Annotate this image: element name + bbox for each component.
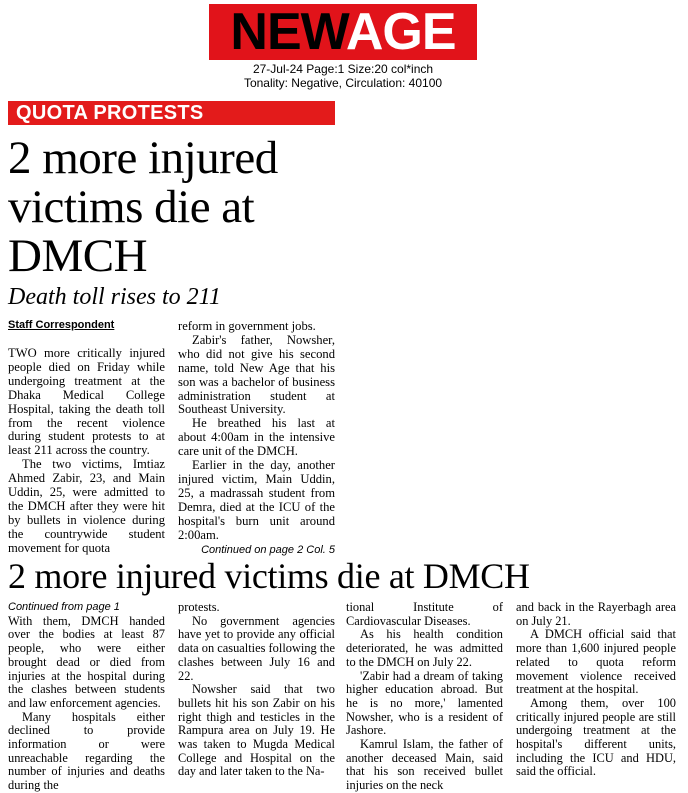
paragraph: A DMCH official said that more than 1,600 injured people related to quota reform movement violence received treatment at the hospital.: [516, 627, 676, 697]
paragraph: protests.: [178, 600, 220, 614]
paragraph: reform in government jobs.: [178, 319, 316, 333]
article2-column-3: [346, 601, 503, 793]
continued-note: Continued on page 2 Col. 5: [201, 543, 335, 556]
paragraph: Zabir's father, Nowsher, who did not give his second name, told New Age that his son was a bachelor of business administration student at Southeast University.: [178, 332, 335, 417]
paragraph: TWO more critically injured people died on Friday while undergoing treatment at the Dhaka Medical College Hospital, taking the death toll from the recent violence during student protests to at least 211 across the country.: [8, 346, 165, 458]
paragraph: Many hospitals either declined to provide information or were unreachable regarding the number of injuries and deaths during the: [8, 709, 165, 793]
logo-new: NEW: [230, 3, 346, 61]
kicker-banner: QUOTA PROTESTS: [8, 101, 335, 125]
article2-column-2: [178, 601, 335, 779]
headline: 2 more injured victims die at DMCH: [8, 132, 278, 282]
paragraph: The two victims, Imtiaz Ahmed Zabir, 23, and Main Uddin, 25, were admitted to the DMCH after they were hit by bullets in violence during the countrywide student movement for quota: [8, 457, 165, 555]
continued-from-note: Continued from page 1: [8, 601, 120, 613]
paragraph: Earlier in the day, another injured victim, Main Uddin, 25, a madrassah student from Demra, died at the ICU of the hospital's burn unit around 2:00am.: [178, 458, 335, 542]
paragraph: Among them, over 100 critically injured people are still undergoing treatment at the hospital's different units, including the ICU and HDU, said the official.: [516, 695, 676, 779]
subheadline: Death toll rises to 211: [8, 284, 221, 310]
paragraph: Kamrul Islam, the father of another deceased Main, said that his son received bullet injuries on the neck: [346, 737, 503, 793]
newage-logo: [209, 4, 477, 60]
paragraph: He breathed his last at about 4:00am in the intensive care unit of the DMCH.: [178, 416, 335, 459]
article2-column-1: [8, 601, 165, 793]
article2-column-4: [516, 601, 676, 779]
paragraph: No government agencies have yet to provide any official data on casualties following the clashes between July 16 and 22.: [178, 613, 335, 683]
paragraph: 'Zabir had a dream of taking higher education abroad. But he is no more,' lamented Nowsher, who is a resident of Jashore.: [346, 668, 503, 738]
paragraph: As his health condition deteriorated, he was admitted to the DMCH on July 22.: [346, 627, 503, 669]
clip-meta-line1: 27-Jul-24 Page:1 Size:20 col*inch: [252, 62, 434, 76]
logo-age: AGE: [345, 3, 456, 61]
article1-column-1: [8, 347, 165, 556]
article1-column-2: [178, 320, 335, 557]
clip-meta-line2: Tonality: Negative, Circulation: 40100: [243, 76, 443, 90]
paragraph: Nowsher said that two bullets hit his son Zabir on his right thigh and testicles in the Rampura area on July 19. He was taken to Mugda Medical College and Hospital on the day and later taken to the Na-: [178, 682, 335, 779]
continuation-headline: 2 more injured victims die at DMCH: [8, 556, 530, 596]
byline: Staff Correspondent: [8, 319, 115, 331]
paragraph: With them, DMCH handed over the bodies at least 87 people, who were either brought dead or died from injuries at the hospital during the clashes between students and law enforcement agencies.: [8, 613, 165, 710]
paragraph: and back in the Rayerbagh area on July 21.: [516, 600, 676, 628]
paragraph: tional Institute of Cardiovascular Diseases.: [346, 600, 503, 628]
